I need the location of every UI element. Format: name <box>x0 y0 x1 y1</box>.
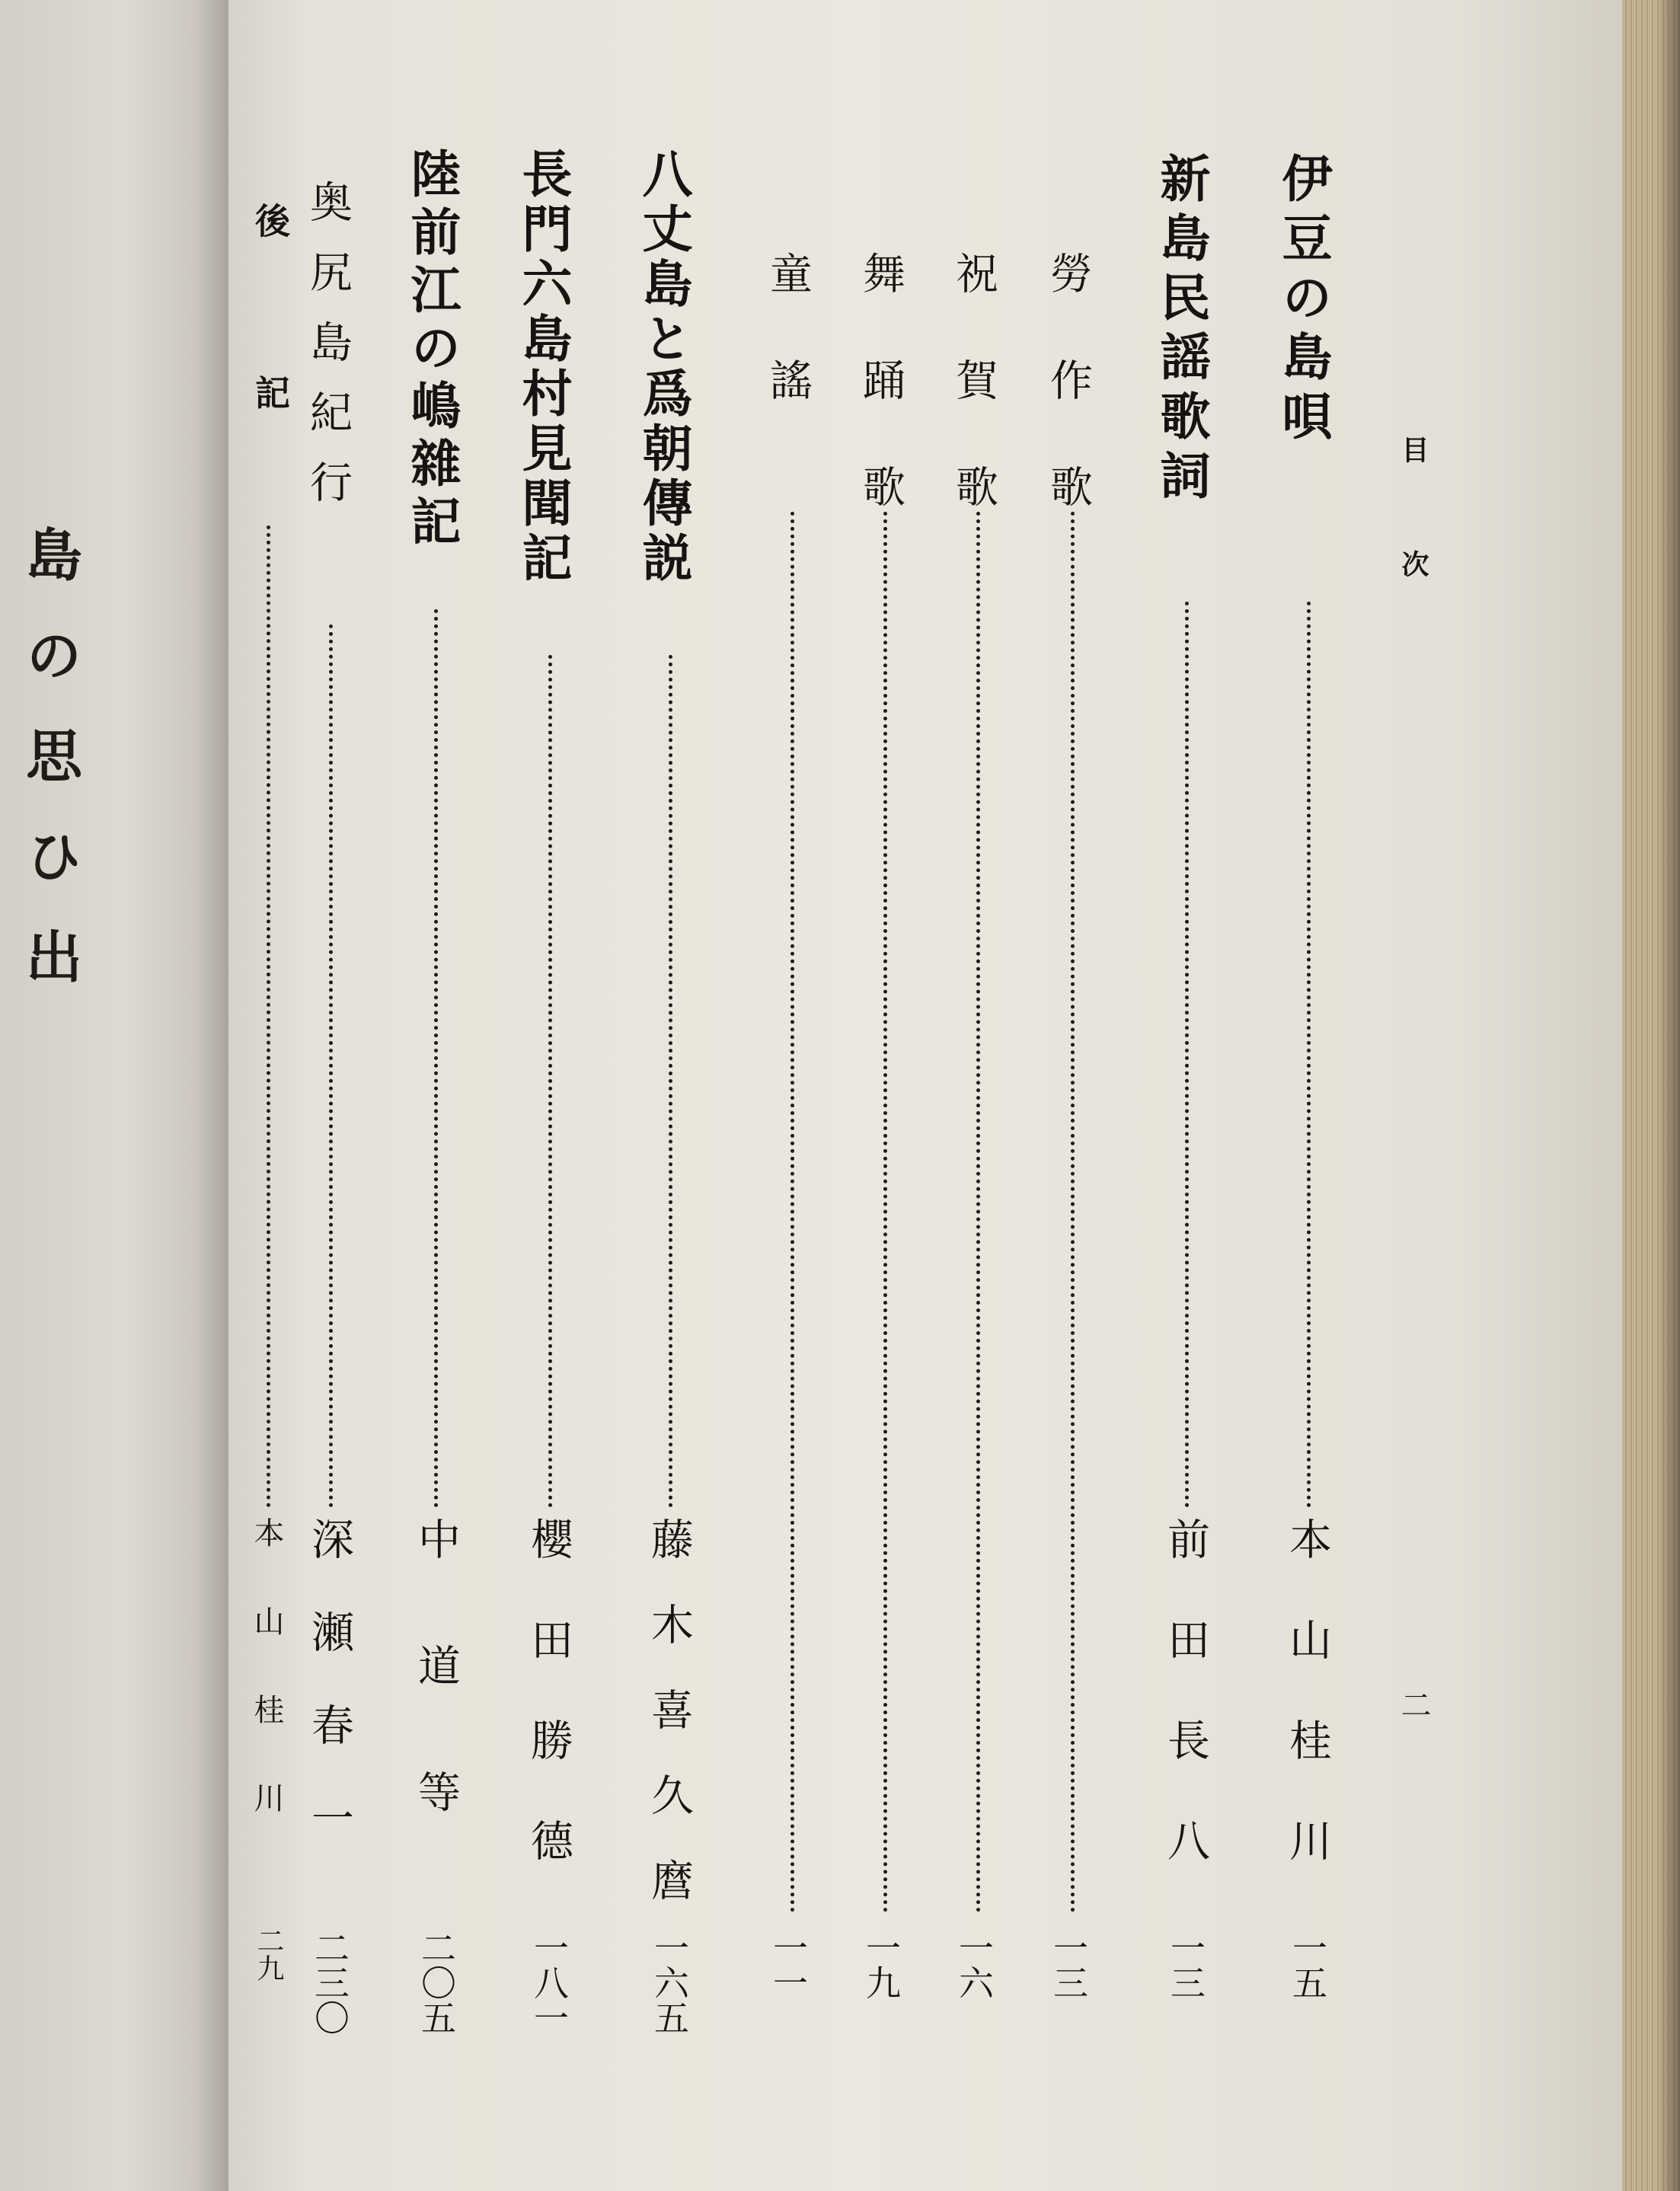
toc-entry-page: 一三 <box>1165 1930 1206 2000</box>
toc-entry-title: 長門六島村見聞記 <box>513 148 573 586</box>
toc-entry-title: 八丈島と爲朝傳説 <box>634 148 693 586</box>
toc-entry-title: 勞作歌 <box>1043 251 1093 571</box>
dot-leader <box>1071 512 1075 1913</box>
page-number: 二 <box>1396 1689 1431 1720</box>
toc-entry-author: 藤木喜久麿 <box>644 1517 694 1943</box>
toc-entry-title: 舞踊歌 <box>856 251 905 571</box>
dot-leader <box>976 512 980 1913</box>
toc-entry-author: 深瀬春一 <box>305 1517 354 1889</box>
toc-entry-title: 奥尻島紀行 <box>303 180 353 530</box>
toc-entry-title: 童謠 <box>763 251 813 465</box>
toc-entry-page: 一九 <box>861 1930 902 2000</box>
dot-leader <box>548 655 552 1508</box>
toc-entry-author: 櫻田勝德 <box>524 1517 573 1919</box>
toc-entry-page: 二三〇 <box>309 1930 350 2035</box>
left-page <box>0 0 228 2191</box>
page-edge <box>1622 0 1680 2191</box>
dot-leader <box>669 655 672 1508</box>
toc-entry-page: 一六五 <box>649 1930 690 2035</box>
dot-leader <box>790 512 794 1913</box>
toc-entry-page: 二〇五 <box>416 1930 457 2035</box>
dot-leader <box>1307 602 1311 1508</box>
dot-leader <box>267 525 270 1508</box>
dot-leader <box>883 512 887 1913</box>
toc-entry-page: 一六 <box>953 1930 995 2000</box>
dot-leader <box>434 609 438 1508</box>
toc-entry-title: 後記 <box>250 203 291 547</box>
toc-entry-page: 一五 <box>1287 1930 1328 2000</box>
toc-entry-page: 一八一 <box>529 1930 570 2035</box>
toc-entry-page: 一三 <box>1048 1930 1089 2000</box>
toc-entry-author: 中道等 <box>411 1517 461 1896</box>
dot-leader <box>1185 602 1189 1508</box>
toc-entry-title: 陸前江の嶋雜記 <box>402 148 462 553</box>
toc-entry-page: 一一 <box>768 1930 809 2000</box>
dot-leader <box>329 624 333 1508</box>
toc-entry-title: 祝賀歌 <box>949 251 998 571</box>
toc-entry-title: 伊豆の島唄 <box>1273 152 1333 449</box>
toc-entry-title: 新島民謡歌詞 <box>1151 152 1211 509</box>
toc-entry-author: 本山桂川 <box>1282 1517 1332 1919</box>
book-title: 島の思ひ出 <box>17 525 82 1028</box>
toc-heading: 目次 <box>1397 436 1429 664</box>
toc-entry-page: 二九 <box>253 1927 284 1982</box>
toc-entry-author: 本山桂川 <box>249 1517 284 1870</box>
toc-entry-author: 前田長八 <box>1161 1517 1210 1919</box>
